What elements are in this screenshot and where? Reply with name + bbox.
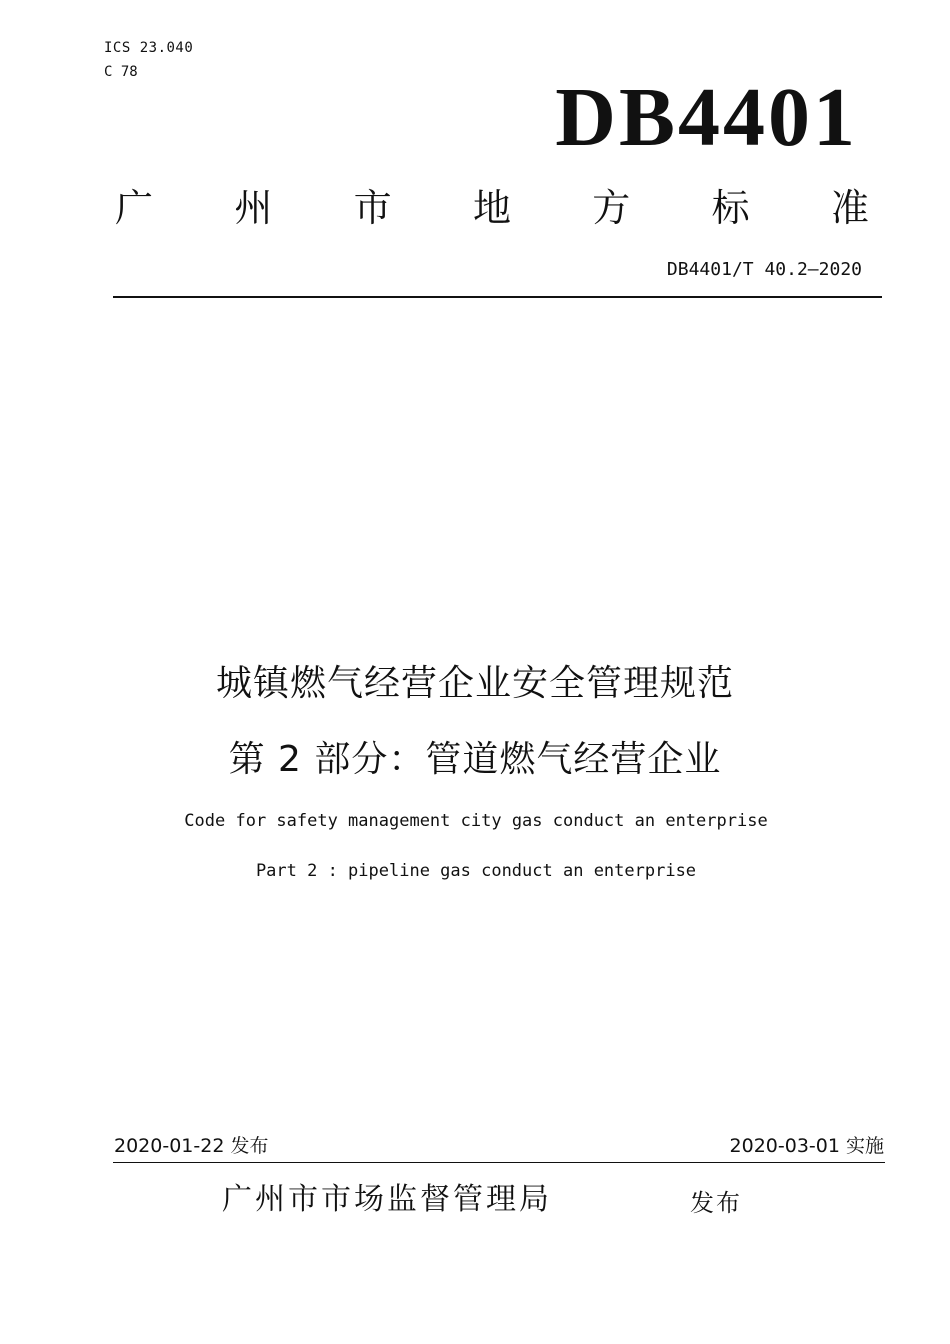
ics-code: ICS 23.040 <box>104 40 194 56</box>
ccs-code: C 78 <box>104 64 138 80</box>
footer-divider <box>113 1162 885 1163</box>
standard-type-char: 标 <box>711 186 750 230</box>
standard-type-char: 准 <box>830 186 869 230</box>
title-cn-part: 第 2 部分：管道燃气经营企业 <box>228 739 722 780</box>
standard-type-char: 地 <box>472 186 511 230</box>
standard-number: DB4401/T 40.2—2020 <box>666 259 862 280</box>
issue-date: 2020-01-22 发布 <box>114 1135 269 1157</box>
publish-label: 发布 <box>690 1189 742 1217</box>
header-divider <box>113 296 882 298</box>
standard-code: DB4401 <box>555 71 858 164</box>
title-en-main: Code for safety management city gas conduct an enterprise <box>184 811 768 831</box>
publisher-name: 广州市市场监督管理局 <box>222 1182 552 1217</box>
standard-type-char: 方 <box>592 186 631 230</box>
standard-type-char: 州 <box>234 186 273 230</box>
title-cn-main: 城镇燃气经营企业安全管理规范 <box>215 663 734 704</box>
implement-date: 2020-03-01 实施 <box>729 1135 884 1157</box>
standard-type-char: 市 <box>353 186 392 230</box>
standard-type <box>112 182 872 234</box>
title-en-part: Part 2 : pipeline gas conduct an enterprise <box>255 861 697 881</box>
standard-type-char: 广 <box>114 186 153 230</box>
